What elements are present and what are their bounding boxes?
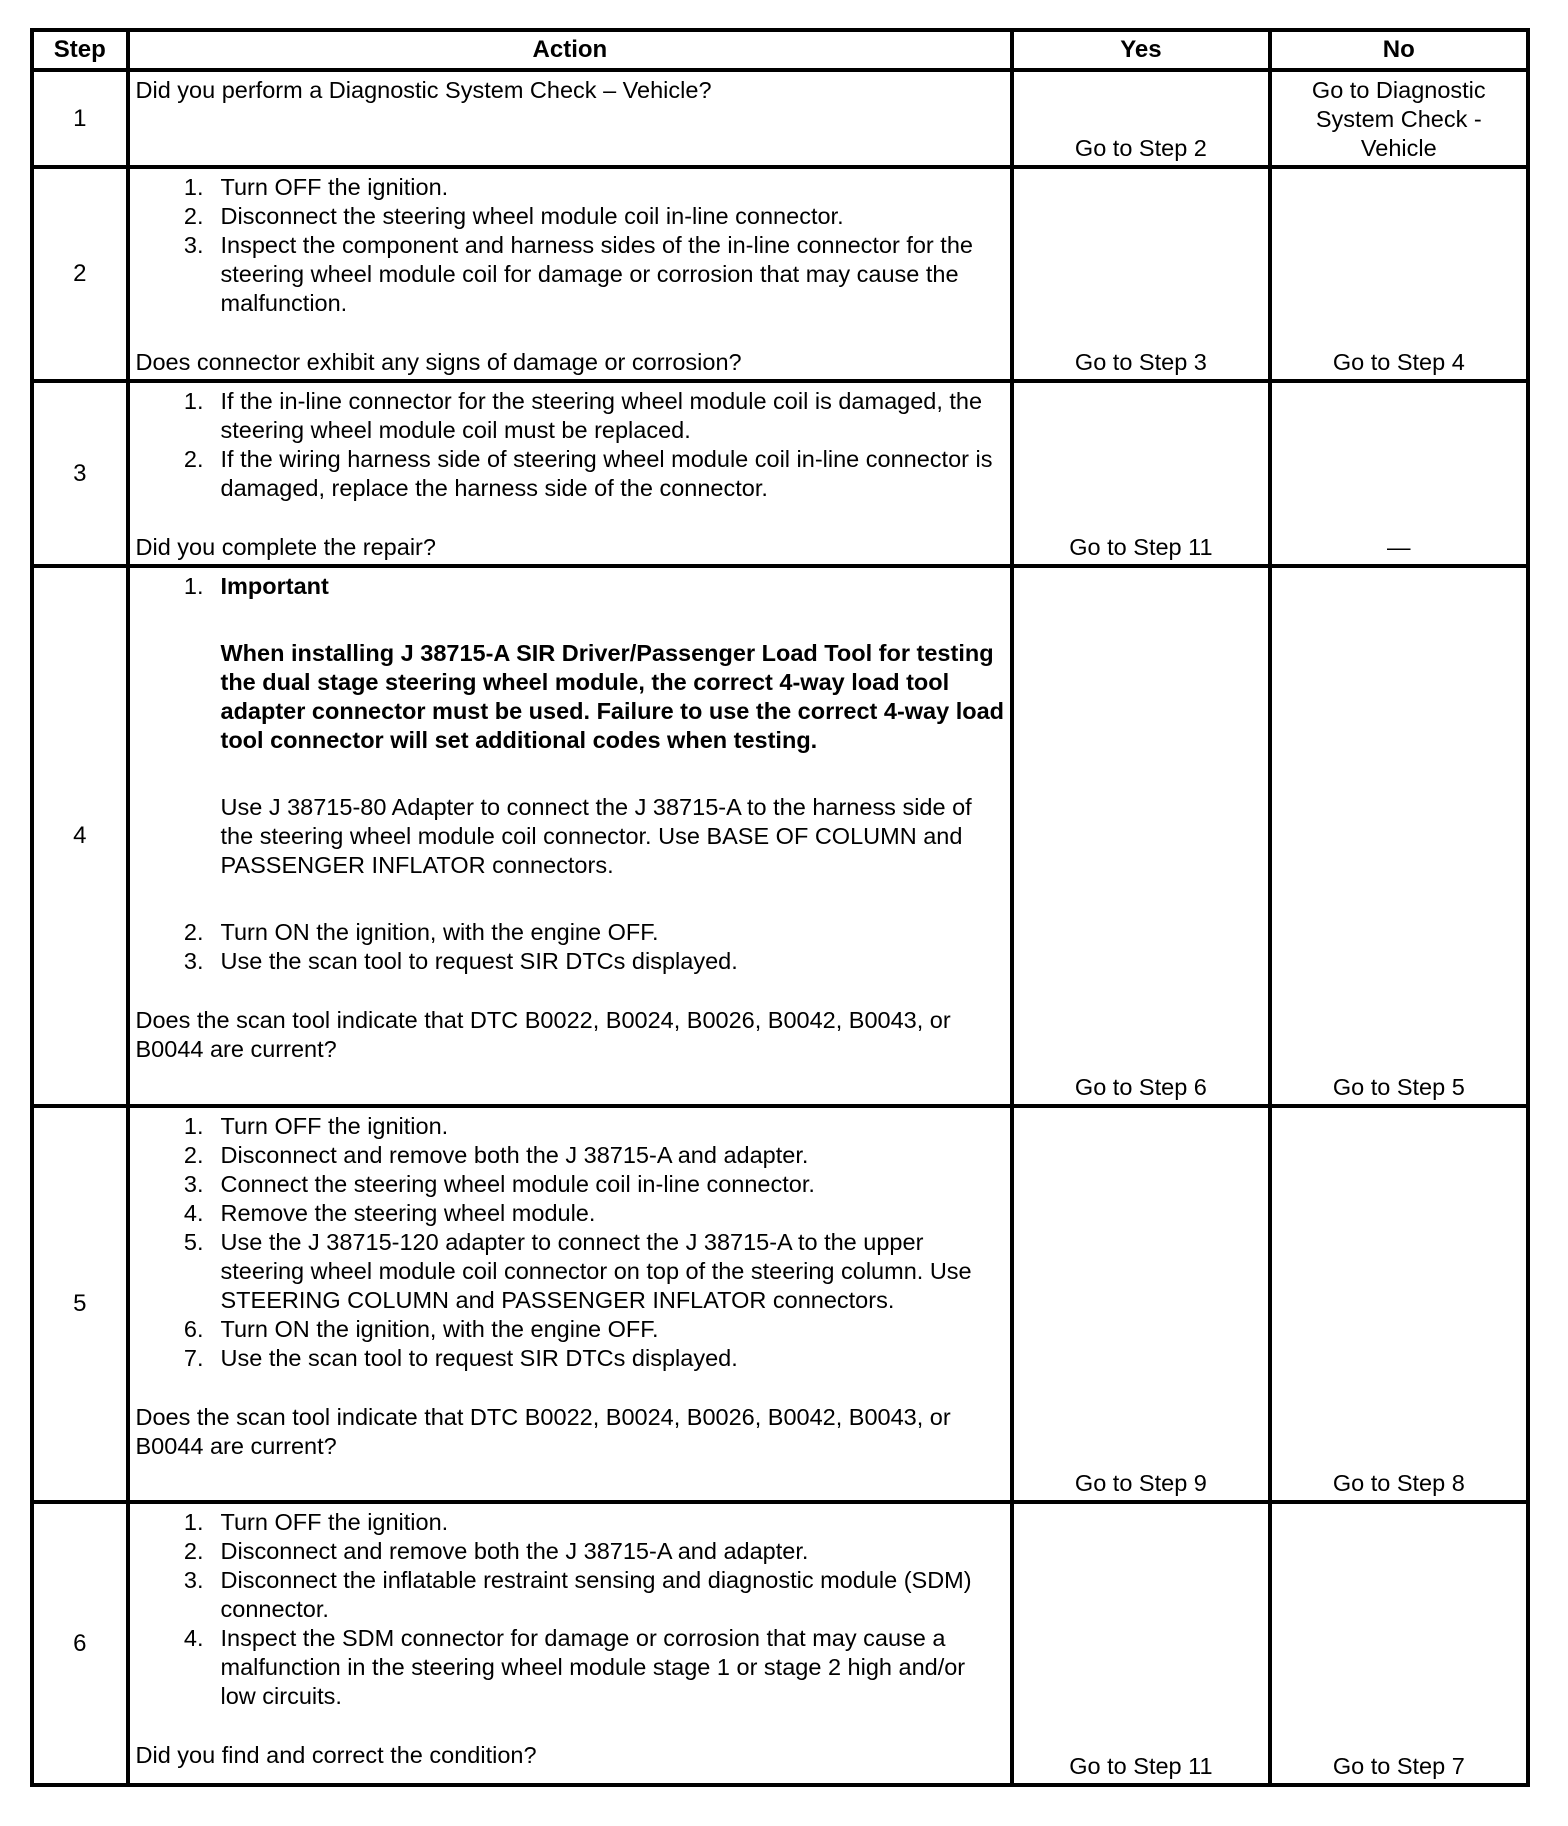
table-row — [32, 381, 1528, 566]
header-yes: Yes — [1012, 30, 1269, 70]
yes-cell: Go to Step 3 — [1012, 167, 1269, 381]
table-row — [32, 566, 1528, 1106]
important-note: When installing J 38715-A SIR Driver/Passenger Load Tool for testing the dual stage steering wheel module, the correct 4-way load tool adapter connector must be used. Failure to use the correct 4-way load tool connector will set additional codes when testing. — [220, 640, 1005, 753]
yes-cell: Go to Step 11 — [1012, 381, 1269, 566]
steps-list — [136, 173, 1007, 318]
no-cell: — — [1270, 381, 1528, 566]
steps-list — [136, 1508, 1007, 1711]
adapter-instruction: Use J 38715-80 Adapter to connect the J 38715-A to the harness side of the steering wheel module coil connector. Use BASE OF COLUMN and PASSENGER INFLATOR connectors. — [220, 794, 972, 878]
no-cell: Go to Diagnostic System Check - Vehicle — [1270, 70, 1528, 167]
list-item: 3. Disconnect the inflatable restraint sensing and diagnostic module (SDM) connector. — [183, 1567, 972, 1622]
list-item: 1. Turn OFF the ignition. — [183, 1113, 449, 1139]
list-item: 2. Turn ON the ignition, with the engine OFF. — [183, 919, 659, 945]
question: Did you perform a Diagnostic System Check – Vehicle? — [135, 77, 712, 103]
steps-list — [136, 572, 1007, 976]
step-number: 6 — [32, 1502, 128, 1785]
action-cell — [128, 1106, 1013, 1502]
question: Did you find and correct the condition? — [135, 1742, 537, 1768]
list-item: 4. Inspect the SDM connector for damage or corrosion that may cause a malfunction in the steering wheel module stage 1 or stage 2 high and/or low circuits. — [183, 1625, 966, 1709]
no-cell: Go to Step 4 — [1270, 167, 1528, 381]
list-item: 4. Remove the steering wheel module. — [183, 1200, 596, 1226]
list-item: 3. Connect the steering wheel module coil in-line connector. — [183, 1171, 815, 1197]
no-cell: Go to Step 8 — [1270, 1106, 1528, 1502]
list-item: 1. If the in-line connector for the steering wheel module coil is damaged, the steering wheel module coil must be replaced. — [183, 388, 983, 443]
step-number: 2 — [32, 167, 128, 381]
list-item: 7. Use the scan tool to request SIR DTCs displayed. — [183, 1345, 738, 1371]
steps-list — [136, 1112, 1007, 1373]
action-cell — [128, 70, 1013, 167]
action-cell — [128, 381, 1013, 566]
steps-list — [136, 387, 1007, 503]
question: Does the scan tool indicate that DTC B0022, B0024, B0026, B0042, B0043, or B0044 are current? — [135, 1404, 951, 1459]
table-row — [32, 70, 1528, 167]
header-row — [32, 30, 1528, 70]
step-number: 3 — [32, 381, 128, 566]
header-no: No — [1270, 30, 1528, 70]
no-cell: Go to Step 5 — [1270, 566, 1528, 1106]
list-item: 1. Turn OFF the ignition. — [183, 1509, 449, 1535]
list-item: 2. Disconnect and remove both the J 38715-A and adapter. — [183, 1142, 809, 1168]
list-item: 5. Use the J 38715-120 adapter to connect the J 38715-A to the upper steering wheel module coil connector on top of the steering column. Use STEERING COLUMN and PASSENGER INFLATOR connectors. — [183, 1229, 972, 1313]
action-cell — [128, 167, 1013, 381]
step-number: 1 — [32, 70, 128, 167]
question: Did you complete the repair? — [135, 534, 436, 560]
question: Does the scan tool indicate that DTC B0022, B0024, B0026, B0042, B0043, or B0044 are current? — [135, 1007, 951, 1062]
list-item: 2. If the wiring harness side of steering wheel module coil in-line connector is damaged, replace the harness side of the connector. — [183, 446, 993, 501]
yes-cell: Go to Step 11 — [1012, 1502, 1269, 1785]
yes-cell: Go to Step 2 — [1012, 70, 1269, 167]
action-cell — [128, 566, 1013, 1106]
diagnostic-table — [30, 28, 1530, 1787]
table-row — [32, 1106, 1528, 1502]
important-label: Important — [220, 573, 329, 599]
list-item: 1. Important When installing J 38715-A SIR Driver/Passenger Load Tool for testing the dual stage steering wheel module, the correct 4-way load tool adapter connector must be used. Failure to use the correct 4-way load tool connector will set additional codes when testing. Use J 38715-80 Adapter to connect the J 38715-A to the harness side of the steering wheel module coil connector. Use BASE OF COLUMN and PASSENGER INFLATOR connectors. — [136, 572, 1007, 918]
list-item: 1. Turn OFF the ignition. — [183, 174, 449, 200]
table-row — [32, 167, 1528, 381]
action-cell — [128, 1502, 1013, 1785]
step-number: 5 — [32, 1106, 128, 1502]
yes-cell: Go to Step 6 — [1012, 566, 1269, 1106]
list-item: 6. Turn ON the ignition, with the engine OFF. — [183, 1316, 659, 1342]
header-action: Action — [128, 30, 1013, 70]
list-item: 2. Disconnect and remove both the J 38715-A and adapter. — [183, 1538, 809, 1564]
list-item: 3. Inspect the component and harness sides of the in-line connector for the steering wheel module coil for damage or corrosion that may cause the malfunction. — [183, 232, 973, 316]
yes-cell: Go to Step 9 — [1012, 1106, 1269, 1502]
no-cell: Go to Step 7 — [1270, 1502, 1528, 1785]
table-row — [32, 1502, 1528, 1785]
question: Does connector exhibit any signs of damage or corrosion? — [135, 349, 742, 375]
list-item: 2. Disconnect the steering wheel module coil in-line connector. — [183, 203, 844, 229]
step-number: 4 — [32, 566, 128, 1106]
header-step: Step — [32, 30, 128, 70]
list-item: 3. Use the scan tool to request SIR DTCs displayed. — [183, 948, 738, 974]
